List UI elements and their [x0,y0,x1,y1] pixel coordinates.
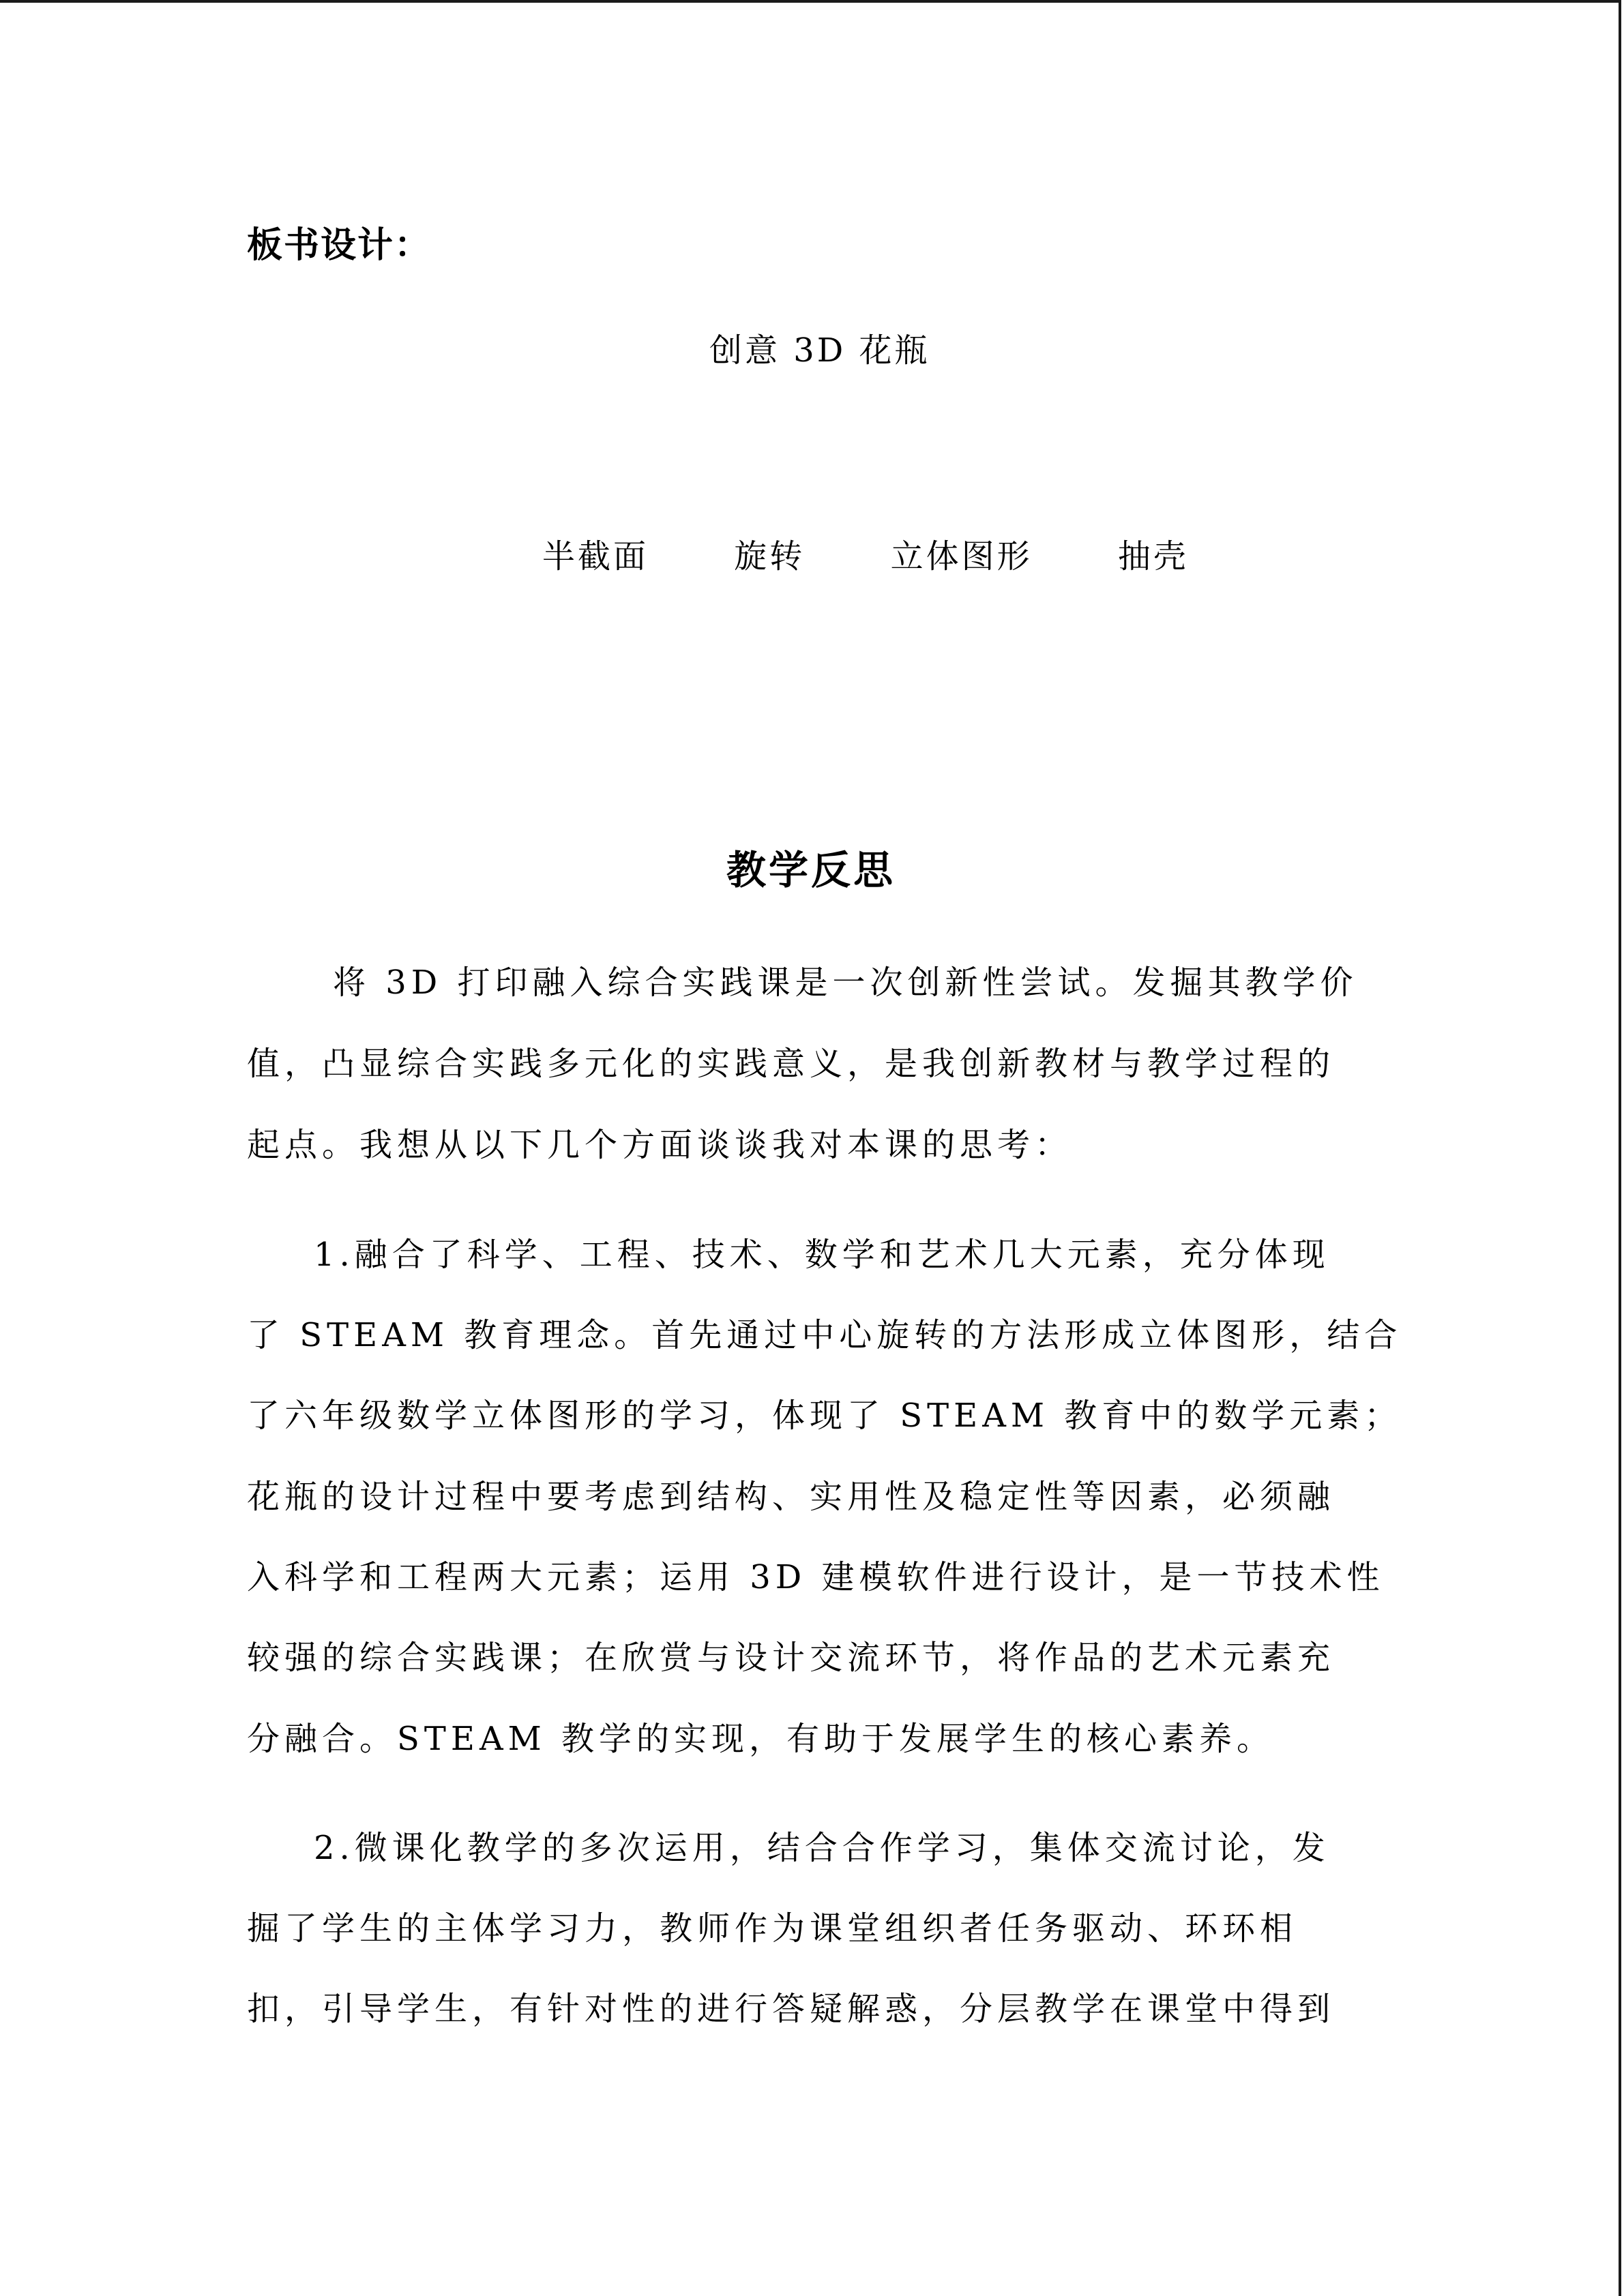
paragraph-line: 起点。我想从以下几个方面谈谈我对本课的思考： [247,1126,1073,1164]
paragraph-line: 扣，引导学生，有针对性的进行答疑解惑，分层教学在课堂中得到 [247,1990,1335,2028]
board-design-title: 创意 3D 花瓶 [709,331,930,370]
keyword-rotation: 旋转 [734,537,806,576]
paragraph-line: 分融合。STEAM 教学的实现，有助于发展学生的核心素养。 [247,1720,1275,1758]
paragraph-line: 将 3D 打印融入综合实践课是一次创新性尝试。发掘其教学价 [333,964,1358,1002]
reflection-title: 教学反思 [726,847,896,893]
paragraph-line: 值，凸显综合实践多元化的实践意义，是我创新教材与教学过程的 [247,1045,1335,1083]
keyword-solid-figure: 立体图形 [890,537,1033,576]
board-design-label: 板书设计： [247,224,432,266]
board-design-keywords [542,537,1189,576]
paragraph-line: 了六年级数学立体图形的学习，体现了 STEAM 教育中的数学元素； [247,1397,1402,1435]
paragraph-line: 花瓶的设计过程中要考虑到结构、实用性及稳定性等因素，必须融 [247,1478,1335,1516]
paragraph-line: 较强的综合实践课；在欣赏与设计交流环节，将作品的艺术元素充 [247,1639,1335,1677]
paragraph-line: 2.微课化教学的多次运用，结合合作学习，集体交流讨论，发 [314,1829,1330,1867]
paragraph-line: 了 STEAM 教育理念。首先通过中心旋转的方法形成立体图形，结合 [247,1316,1402,1354]
paragraph-line: 入科学和工程两大元素；运用 3D 建模软件进行设计，是一节技术性 [247,1558,1385,1596]
paragraph-line: 1.融合了科学、工程、技术、数学和艺术几大元素，充分体现 [314,1236,1330,1274]
paragraph-line: 掘了学生的主体学习力，教师作为课堂组织者任务驱动、环环相 [247,1909,1298,1948]
keyword-half-section: 半截面 [542,537,649,576]
keyword-shell: 抽壳 [1117,537,1189,576]
